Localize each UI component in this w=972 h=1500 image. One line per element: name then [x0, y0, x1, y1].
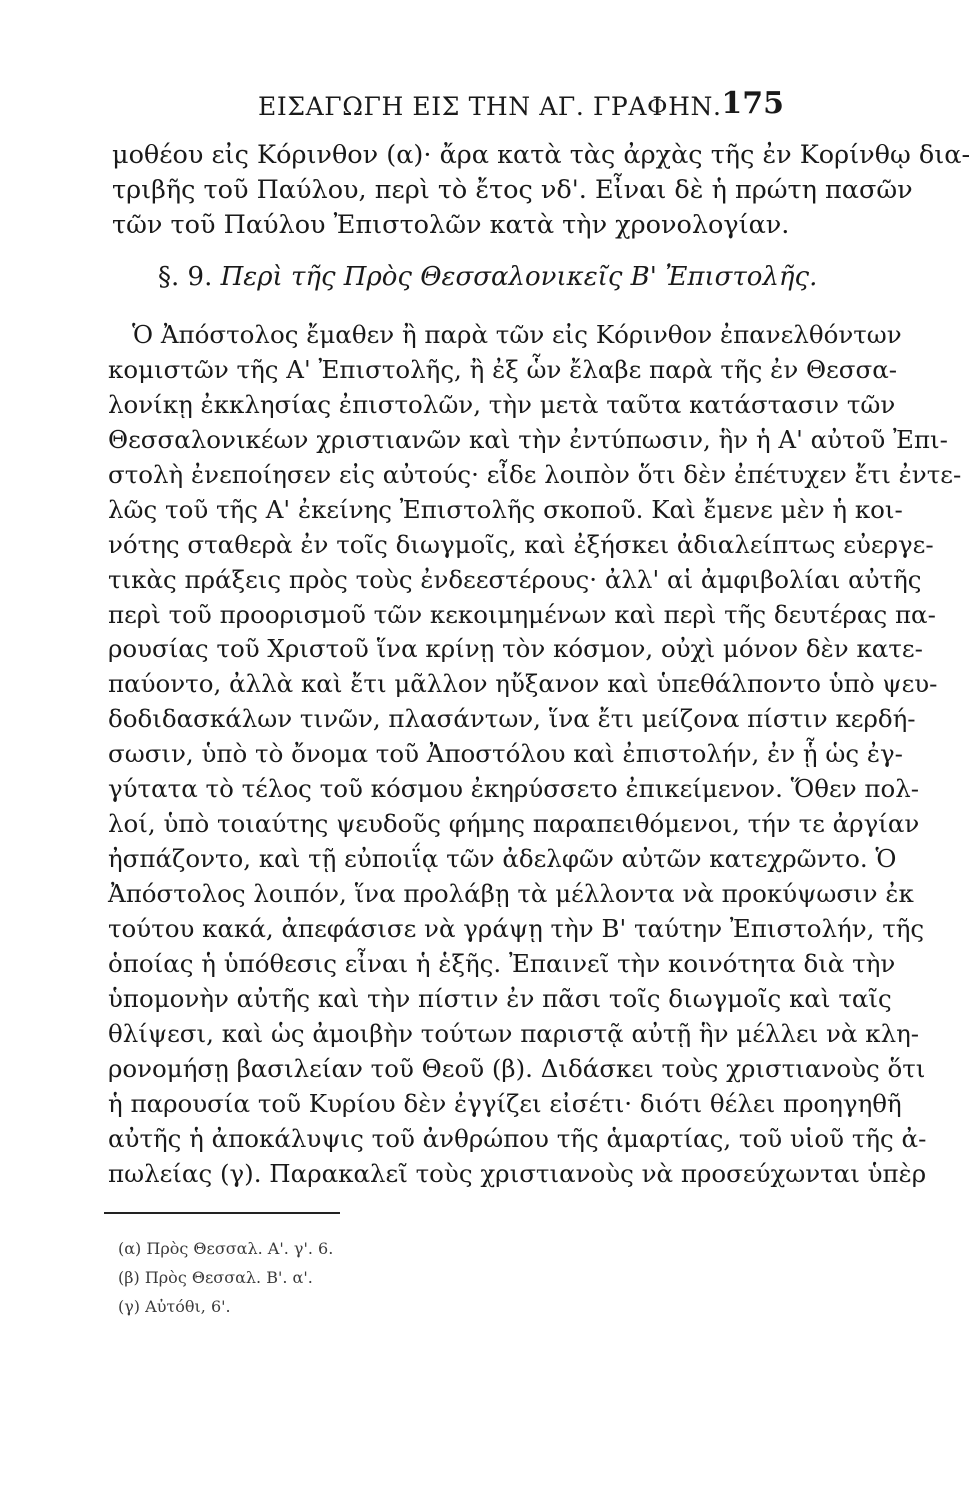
- text-line: λῶς τοῦ τῆς Α' ἐκείνης Ἐπιστολῆς σκοποῦ. Καὶ ἔμενε μὲν ἡ κοι-: [108, 494, 903, 524]
- footnote: (γ) Αὐτόθι, 6'.: [118, 1297, 231, 1316]
- intro-text: [112, 138, 971, 244]
- text-line: σωσιν, ὑπὸ τὸ ὄνομα τοῦ Ἀποστόλου καὶ ἐπιστολήν, ἐν ᾗ ὡς ἐγ-: [108, 739, 903, 769]
- footnote-divider: [104, 1212, 340, 1214]
- text-line: τριβῆς τοῦ Παύλου, περὶ τὸ ἔτος νδ'. Εἶναι δὲ ἡ πρώτη πασῶν: [112, 175, 913, 206]
- main-paragraph: [108, 318, 962, 1191]
- text-line: τικὰς πράξεις πρὸς τοὺς ἐνδεεστέρους· ἀλλ' αἱ ἀμφιβολίαι αὐτῆς: [108, 564, 922, 594]
- text-line: δοδιδασκάλων τινῶν, πλασάντων, ἵνα ἔτι μείζονα πίστιν κερδή-: [108, 704, 916, 734]
- text-line: μοθέου εἰς Κόρινθον (α)· ἄρα κατὰ τὰς ἀρχὰς τῆς ἐν Κορίνθῳ δια-: [112, 140, 971, 170]
- page-number: 175: [721, 86, 784, 121]
- running-header: [110, 86, 790, 126]
- text-line: γύτατα τὸ τέλος τοῦ κόσμου ἐκηρύσσετο ἐπικείμενον. Ὅθεν πολ-: [108, 774, 920, 804]
- text-line: ἠσπάζοντο, καὶ τῇ εὐποιΐᾳ τῶν ἀδελφῶν αὐτῶν κατεχρῶντο. Ὁ: [108, 844, 897, 874]
- text-line: αὐτῆς ἡ ἀποκάλυψις τοῦ ἀνθρώπου τῆς ἁμαρτίας, τοῦ υἱοῦ τῆς ἀ-: [108, 1123, 927, 1153]
- text-line: τούτου κακά, ἀπεφάσισε νὰ γράψῃ τὴν Β' ταύτην Ἐπιστολήν, τῆς: [108, 913, 925, 943]
- running-title: ΕΙΣΑΓΩΓΗ ΕΙΣ ΤΗΝ ΑΓ. ΓΡΑΦΗΝ.: [258, 92, 722, 121]
- text-line: θλίψεσι, καὶ ὡς ἀμοιβὴν τούτων παριστᾷ αὐτῇ ἣν μέλλει νὰ κλη-: [108, 1018, 920, 1048]
- text-line: περὶ τοῦ προορισμοῦ τῶν κεκοιμημένων καὶ περὶ τῆς δευτέρας πα-: [108, 599, 936, 629]
- footnote: (α) Πρὸς Θεσσαλ. Α'. γ'. 6.: [118, 1239, 334, 1258]
- section-number: §. 9.: [158, 262, 213, 292]
- text-line: Ὁ Ἀπόστολος ἔμαθεν ἢ παρὰ τῶν εἰς Κόρινθον ἐπανελθόντων: [132, 320, 902, 349]
- text-line: πωλείας (γ). Παρακαλεῖ τοὺς χριστιανοὺς νὰ προσεύχωνται ὑπὲρ: [108, 1158, 927, 1188]
- text-line: τῶν τοῦ Παύλου Ἐπιστολῶν κατὰ τὴν χρονολογίαν.: [112, 210, 790, 241]
- section-title: Περὶ τῆς Πρὸς Θεσσαλονικεῖς Β' Ἐπιστολῆς.: [220, 262, 818, 292]
- text-line: λοί, ὑπὸ τοιαύτης ψευδοῦς φήμης παραπειθόμενοι, τήν τε ἀργίαν: [108, 809, 920, 839]
- text-line: λονίκῃ ἐκκλησίας ἐπιστολῶν, τὴν μετὰ ταῦτα κατάστασιν τῶν: [108, 389, 896, 419]
- text-line: ρουσίας τοῦ Χριστοῦ ἵνα κρίνῃ τὸν κόσμον, οὐχὶ μόνον δὲν κατε-: [108, 634, 923, 664]
- footnote: (β) Πρὸς Θεσσαλ. Β'. α'.: [118, 1268, 313, 1287]
- text-line: ἡ παρουσία τοῦ Κυρίου δὲν ἐγγίζει εἰσέτι· διότι θέλει προηγηθῆ: [108, 1088, 902, 1118]
- text-line: Θεσσαλονικέων χριστιανῶν καὶ τὴν ἐντύπωσιν, ἣν ἡ Α' αὐτοῦ Ἐπι-: [108, 424, 948, 454]
- text-line: Ἀπόστολος λοιπόν, ἵνα προλάβῃ τὰ μέλλοντα νὰ προκύψωσιν ἐκ: [108, 879, 914, 908]
- text-line: νότης σταθερὰ ἐν τοῖς διωγμοῖς, καὶ ἐξήσκει ἀδιαλείπτως εὐεργε-: [108, 529, 934, 559]
- text-line: ὑπομονὴν αὐτῆς καὶ τὴν πίστιν ἐν πᾶσι τοῖς διωγμοῖς καὶ ταῖς: [108, 983, 892, 1013]
- text-line: παύοντο, ἀλλὰ καὶ ἔτι μᾶλλον ηὔξανον καὶ ὑπεθάλποντο ὑπὸ ψευ-: [108, 669, 938, 699]
- footnotes: [118, 1234, 333, 1321]
- text-line: ρονομήσῃ βασιλείαν τοῦ Θεοῦ (β). Διδάσκει τοὺς χριστιανοὺς ὅτι: [108, 1053, 926, 1083]
- text-line: ὁποίας ἡ ὑπόθεσις εἶναι ἡ ἑξῆς. Ἐπαινεῖ τὴν κοινότητα διὰ τὴν: [108, 948, 896, 978]
- text-line: κομιστῶν τῆς Α' Ἐπιστολῆς, ἢ ἐξ ὧν ἔλαβε παρὰ τῆς ἐν Θεσσα-: [108, 354, 898, 384]
- section-heading: [158, 262, 817, 292]
- text-line: στολὴ ἐνεποίησεν εἰς αὐτούς· εἶδε λοιπὸν ὅτι δὲν ἐπέτυχεν ἔτι ἐντε-: [108, 459, 962, 489]
